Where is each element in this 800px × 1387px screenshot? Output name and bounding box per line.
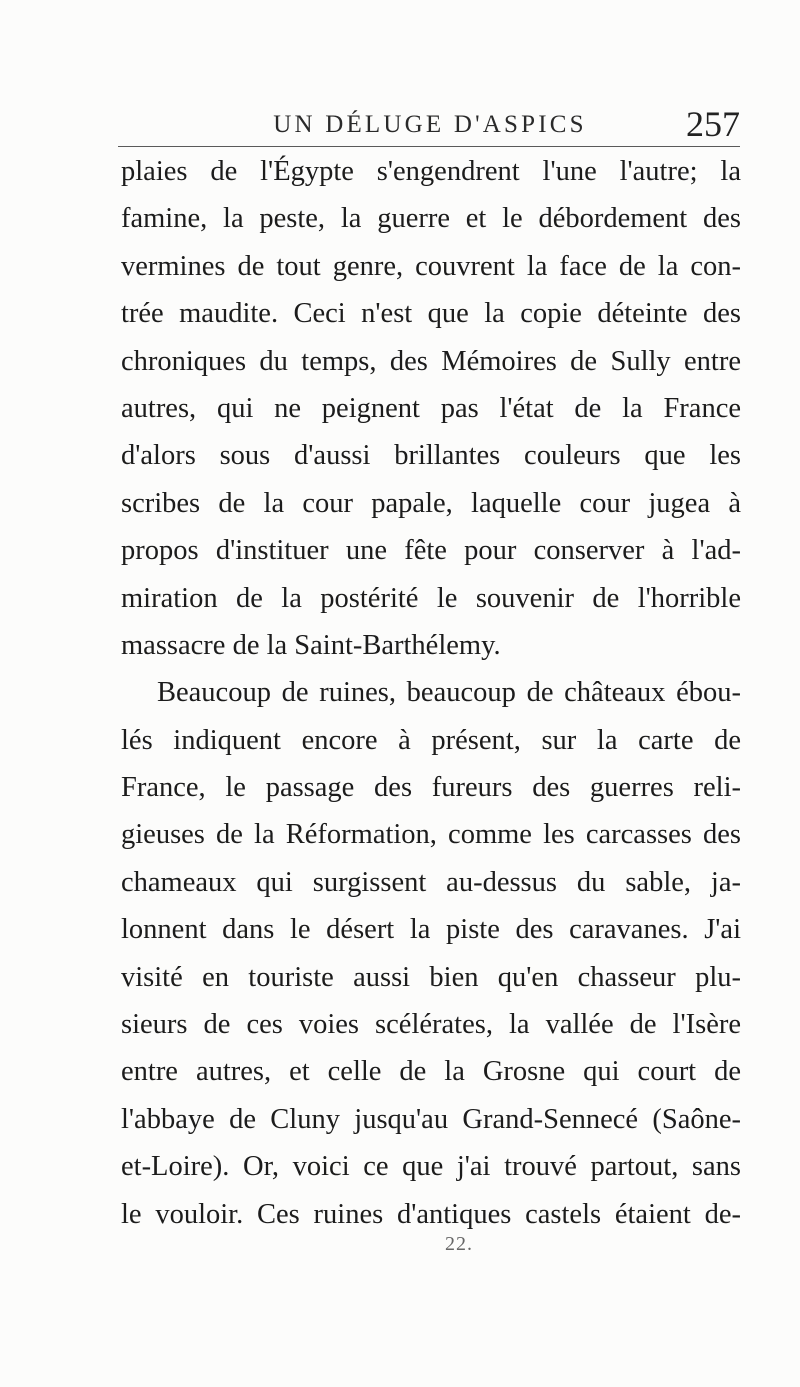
signature-mark: 22. [445, 1233, 473, 1255]
text-line: lonnent dans le désert la piste des caravanes. J'ai [121, 914, 741, 946]
header-rule [118, 146, 740, 147]
text-line: visité en touriste aussi bien qu'en chasseur plu- [121, 961, 741, 993]
text-line: France, le passage des fureurs des guerres reli- [121, 772, 741, 804]
text-line: chroniques du temps, des Mémoires de Sully entre [121, 345, 741, 377]
text-line: entre autres, et celle de la Grosne qui court de [121, 1056, 741, 1088]
running-head [120, 104, 740, 149]
text-line: chameaux qui surgissent au-dessus du sable, ja- [121, 866, 741, 898]
text-line: autres, qui ne peignent pas l'état de la France [121, 392, 741, 424]
text-line: d'alors sous d'aussi brillantes couleurs que les [121, 440, 741, 472]
body-text [121, 148, 741, 1238]
text-line: famine, la peste, la guerre et le débordement des [121, 203, 741, 235]
running-title: UN DÉLUGE D'ASPICS [273, 111, 587, 138]
text-line: miration de la postérité le souvenir de l'horrible [121, 582, 741, 614]
text-line: propos d'instituer une fête pour conserver à l'ad- [121, 535, 741, 567]
text-line: le vouloir. Ces ruines d'antiques castels étaient de- [121, 1198, 741, 1230]
text-line: scribes de la cour papale, laquelle cour jugea à [121, 487, 741, 519]
text-line: Beaucoup de ruines, beaucoup de châteaux ébou- [157, 677, 741, 709]
page-number: 257 [686, 104, 740, 144]
text-line: plaies de l'Égypte s'engendrent l'une l'autre; la [121, 156, 741, 187]
text-line: et-Loire). Or, voici ce que j'ai trouvé partout, sans [121, 1151, 741, 1183]
text-line: trée maudite. Ceci n'est que la copie déteinte des [121, 298, 741, 330]
text-line: lés indiquent encore à présent, sur la carte de [121, 724, 741, 756]
text-line: gieuses de la Réformation, comme les carcasses des [121, 819, 741, 851]
text-line: sieurs de ces voies scélérates, la vallée de l'Isère [121, 1009, 741, 1041]
text-line: vermines de tout genre, couvrent la face de la con- [121, 250, 741, 282]
text-line: massacre de la Saint-Barthélemy. [121, 629, 501, 661]
text-line: l'abbaye de Cluny jusqu'au Grand-Sennecé (Saône- [121, 1103, 741, 1135]
